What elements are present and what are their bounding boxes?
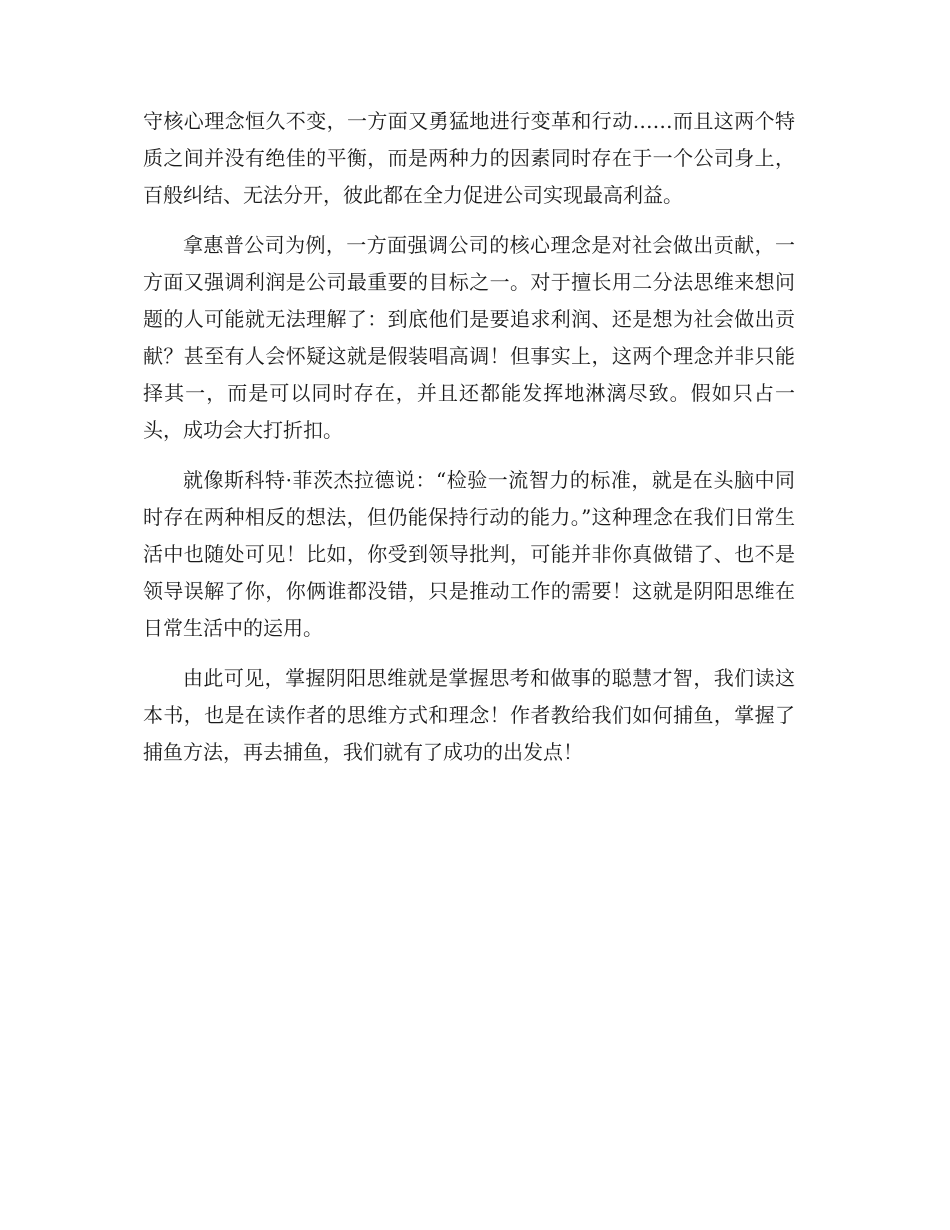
paragraph-hp-example: 拿惠普公司为例，一方面强调公司的核心理念是对社会做出贡献，一方面又强调利润是公司最重要的目标之一。对于擅长用二分法思维来想问题的人可能就无法理解了：到底他们是要追求利润、还是想为社会做出贡献？甚至有人会怀疑这就是假装唱高调！但事实上，这两个理念并非只能择其一，而是可以同时存在，并且还都能发挥地淋漓尽致。假如只占一头，成功会大打折扣。	[143, 233, 795, 442]
paragraph-continued: 守核心理念恒久不变，一方面又勇猛地进行变革和行动……而且这两个特质之间并没有绝佳的平衡，而是两种力的因素同时存在于一个公司身上，百般纠结、无法分开，彼此都在全力促进公司实现最高利益。	[143, 109, 795, 207]
paragraph-conclusion: 由此可见，掌握阴阳思维就是掌握思考和做事的聪慧才智，我们读这本书，也是在读作者的思维方式和理念！作者教给我们如何捕鱼，掌握了捕鱼方法，再去捕鱼，我们就有了成功的出发点！	[143, 666, 795, 764]
document-body	[143, 103, 795, 784]
paragraph-fitzgerald-quote: 就像斯科特·菲茨杰拉德说：“检验一流智力的标准，就是在头脑中同时存在两种相反的想法，但仍能保持行动的能力。”这种理念在我们日常生活中也随处可见！比如，你受到领导批判，可能并非你真做错了、也不是领导误解了你，你俩谁都没错，只是推动工作的需要！这就是阴阳思维在日常生活中的运用。	[143, 468, 795, 640]
